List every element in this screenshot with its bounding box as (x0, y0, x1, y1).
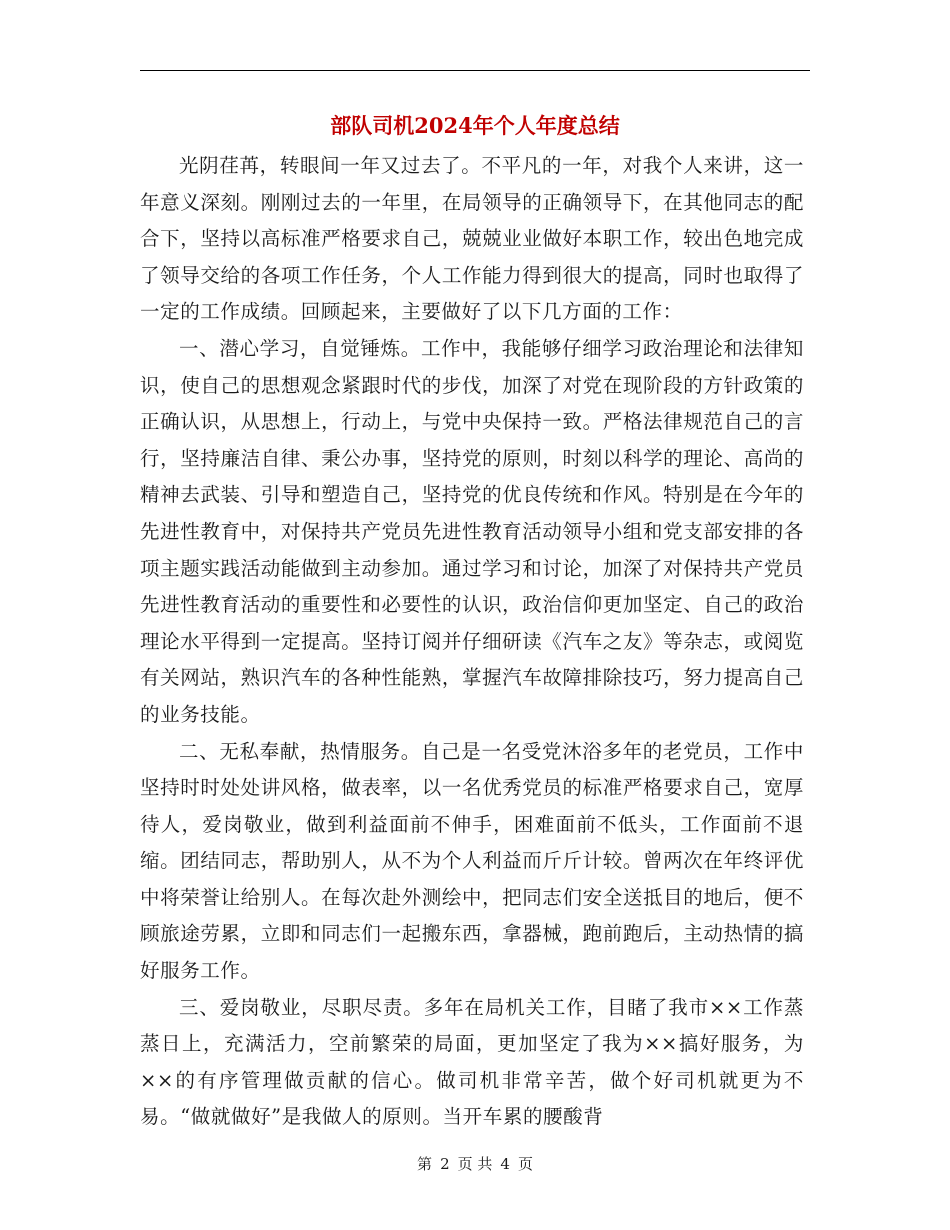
paragraph-service: 二、无私奉献，热情服务。自己是一名受党沐浴多年的老党员，工作中坚持时时处处讲风格，做表率，以一名优秀党员的标准严格要求自己，宽厚待人，爱岗敬业，做到利益面前不伸手，困难面前不低头，工作面前不退缩。团结同志，帮助别人，从不为个人利益而斤斤计较。曾两次在年终评优中将荣誉让给别人。在每次赴外测绘中，把同志们安全送抵目的地后，便不顾旅途劳累，立即和同志们一起搬东西，拿器械，跑前跑后，主动热情的搞好服务工作。 (140, 739, 804, 983)
document-title: 部队司机2024年个人年度总结 (330, 113, 620, 138)
footer-middle: 页 共 (457, 1155, 493, 1173)
footer-current-page: 2 (440, 1155, 450, 1173)
footer-prefix: 第 (417, 1155, 433, 1173)
paragraph-intro: 光阴荏苒，转眼间一年又过去了。不平凡的一年，对我个人来讲，这一年意义深刻。刚刚过去的一年里，在局领导的正确领导下，在其他同志的配合下，坚持以高标准严格要求自己，兢兢业业做好本职工作，较出色地完成了领导交给的各项工作任务，个人工作能力得到很大的提高，同时也取得了一定的工作成绩。回顾起来，主要做好了以下几方面的工作： (140, 154, 804, 324)
header-rule (140, 70, 810, 71)
footer-total-pages: 4 (500, 1155, 510, 1173)
paragraph-study: 一、潜心学习，自觉锤炼。工作中，我能够仔细学习政治理论和法律知识，使自己的思想观念紧跟时代的步伐，加深了对党在现阶段的方针政策的正确认识，从思想上，行动上，与党中央保持一致。严格法律规范自己的言行，坚持廉洁自律、秉公办事，坚持党的原则，时刻以科学的理论、高尚的精神去武装、引导和塑造自己，坚持党的优良传统和作风。特别是在今年的先进性教育中，对保持共产党员先进性教育活动领导小组和党支部安排的各项主题实践活动能做到主动参加。通过学习和讨论，加深了对保持共产党员先进性教育活动的重要性和必要性的认识，政治信仰更加坚定、自己的政治理论水平得到一定提高。坚持订阅并仔细研读《汽车之友》等杂志，或阅览有关网站，熟识汽车的各种性能熟，掌握汽车故障排除技巧，努力提高自己的业务技能。 (140, 336, 804, 726)
paragraph-duty: 三、爱岗敬业，尽职尽责。多年在局机关工作，目睹了我市××工作蒸蒸日上，充满活力，空前繁荣的局面，更加坚定了我为××搞好服务，为××的有序管理做贡献的信心。做司机非常辛苦，做个好司机就更为不易。“做就做好”是我做人的原则。当开车累的腰酸背 (140, 995, 804, 1129)
page-footer (140, 1152, 810, 1176)
document-body (140, 148, 804, 1136)
footer-suffix: 页 (517, 1155, 533, 1173)
